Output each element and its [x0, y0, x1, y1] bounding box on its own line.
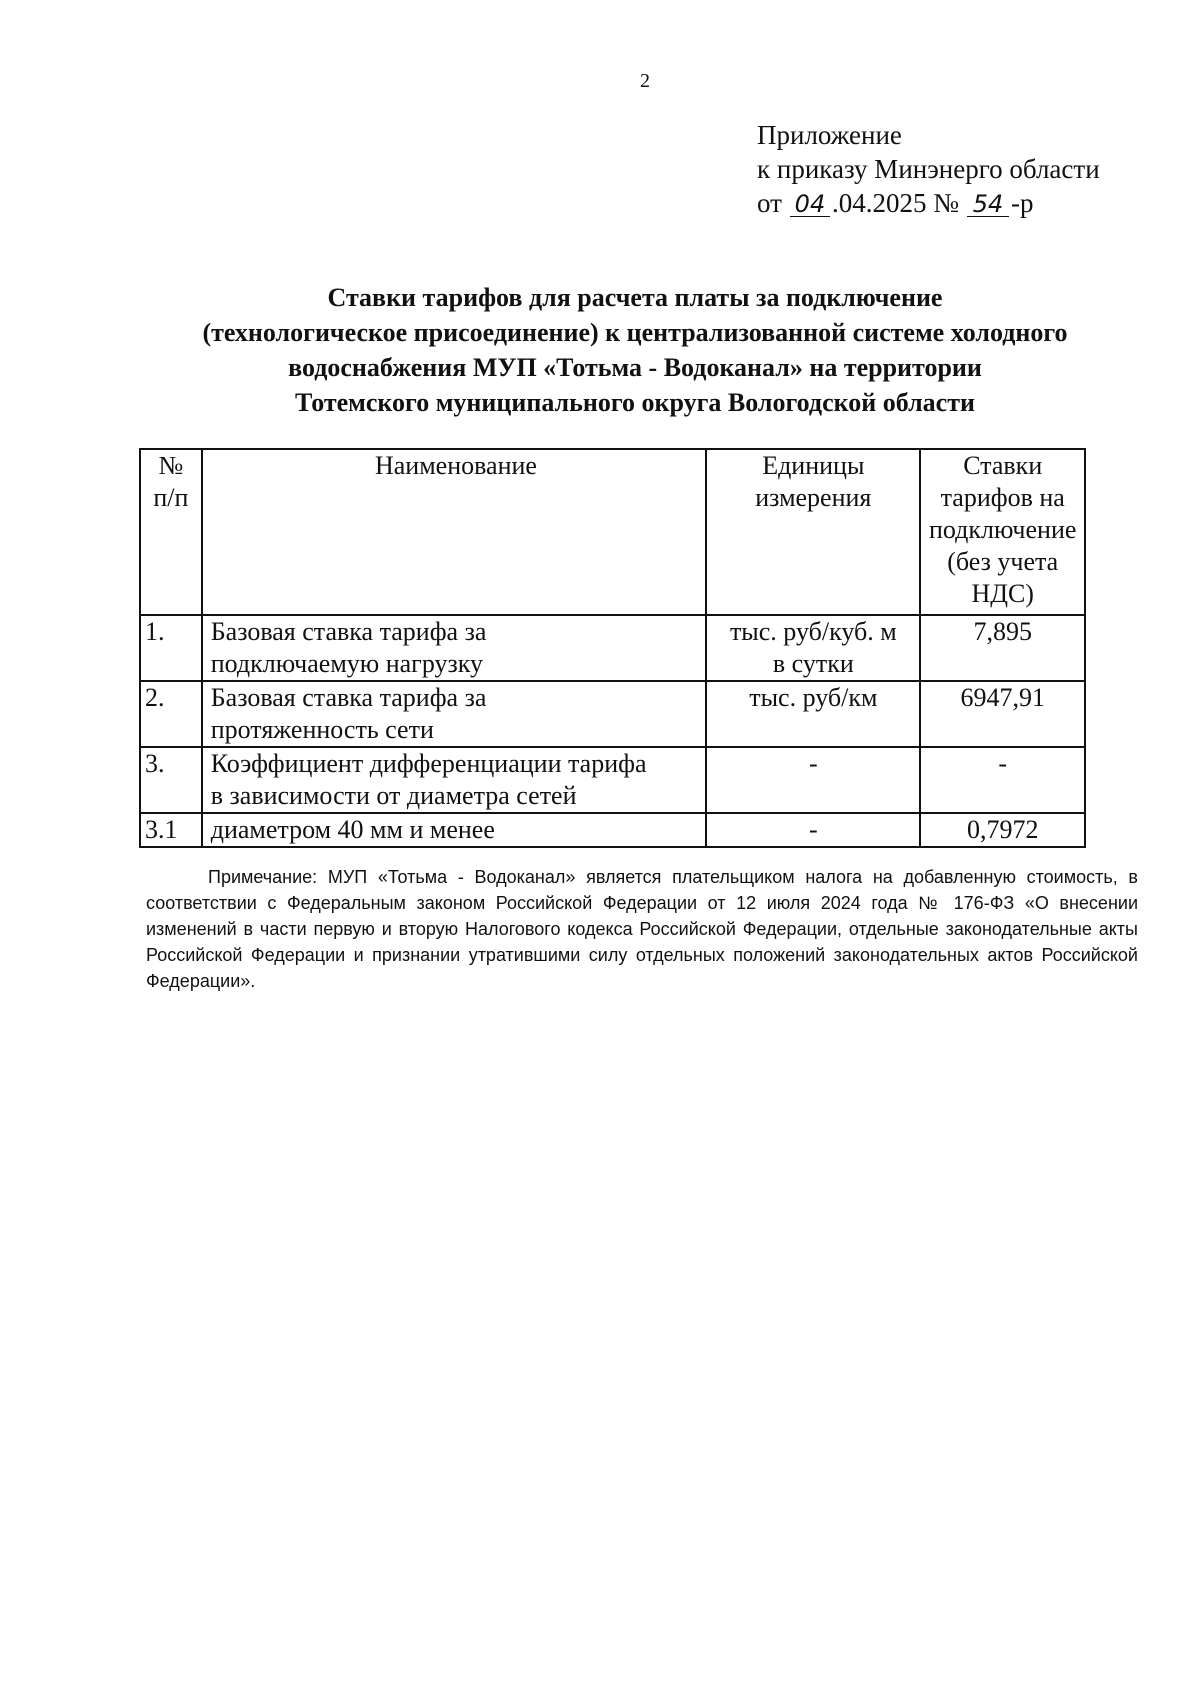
header-unit: [706, 449, 920, 615]
row-name-text: Базовая ставка тарифа за: [210, 683, 487, 712]
header-name: [202, 449, 706, 615]
row-unit-text: в сутки: [772, 649, 854, 678]
row-number: 3.: [140, 747, 202, 813]
title-line: Тотемского муниципального округа Вологодской области: [295, 388, 975, 417]
title-line: (технологическое присоединение) к централизованной системе холодного: [202, 318, 1068, 347]
header-text: подключение: [929, 515, 1077, 544]
handwritten-day: 04: [790, 192, 830, 217]
table-header-row: [140, 449, 1085, 615]
row-number: 1.: [140, 615, 202, 681]
handwritten-order-number: 54: [967, 192, 1009, 217]
row-name-text: подключаемую нагрузку: [210, 649, 484, 678]
row-unit: тыс. руб/км: [706, 681, 920, 747]
row-name: [202, 615, 706, 681]
header-text: №: [158, 451, 184, 480]
title-line: водоснабжения МУП «Тотьма - Водоканал» на территории: [288, 353, 982, 382]
table-row: [140, 747, 1085, 813]
title-line: Ставки тарифов для расчета платы за подключение: [327, 283, 943, 312]
row-name: диаметром 40 мм и менее: [202, 813, 706, 847]
header-text: Единицы: [762, 451, 865, 480]
row-rate: 0,7972: [920, 813, 1085, 847]
header-rate: [920, 449, 1085, 615]
tariff-table: [139, 448, 1086, 848]
header-text: Наименование: [374, 451, 537, 480]
table-row: [140, 681, 1085, 747]
page-number: 2: [640, 70, 650, 92]
table-row: [140, 615, 1085, 681]
row-name: [202, 681, 706, 747]
header-text: п/п: [153, 483, 189, 512]
header-text: НДС): [971, 579, 1034, 608]
row-number: 3.1: [140, 813, 202, 847]
order-suffix: -р: [1010, 188, 1034, 218]
row-unit: [706, 615, 920, 681]
row-name-text: Коэффициент дифференциации тарифа: [210, 749, 647, 778]
row-unit: -: [706, 747, 920, 813]
row-unit: -: [706, 813, 920, 847]
row-name: [202, 747, 706, 813]
appendix-title: Приложение: [757, 120, 902, 150]
appendix-order-ref: к приказу Минэнерго области: [757, 154, 1100, 184]
appendix-date-line: [757, 186, 1100, 220]
header-text: тарифов на: [940, 483, 1065, 512]
header-number: [140, 449, 202, 615]
document-title: [140, 280, 1130, 420]
footnote: Примечание: МУП «Тотьма - Водоканал» является плательщиком налога на добавленную стоимость, в соответствии с Федеральным законом Российской Федерации от 12 июля 2024 года № 176-ФЗ «О внесении изменений в части первую и вторую Налогового кодекса Российской Федерации, отдельные законодательные акты Российской Федерации и признании утратившими силу отдельных положений законодательных актов Российской Федерации».: [146, 867, 1138, 991]
row-rate: -: [920, 747, 1085, 813]
row-name-text: в зависимости от диаметра сетей: [210, 781, 577, 810]
header-text: (без учета: [947, 547, 1059, 576]
row-number: 2.: [140, 681, 202, 747]
header-text: измерения: [755, 483, 872, 512]
row-unit-text: тыс. руб/куб. м: [729, 617, 897, 646]
row-rate: 6947,91: [920, 681, 1085, 747]
row-name-text: Базовая ставка тарифа за: [210, 617, 487, 646]
appendix-header: [757, 118, 1100, 220]
row-rate: 7,895: [920, 615, 1085, 681]
date-prefix: от: [757, 188, 782, 218]
header-text: Ставки: [963, 451, 1043, 480]
row-name-text: протяженность сети: [210, 715, 434, 744]
table-row: [140, 813, 1085, 847]
date-rest: .04.2025 №: [831, 188, 959, 218]
